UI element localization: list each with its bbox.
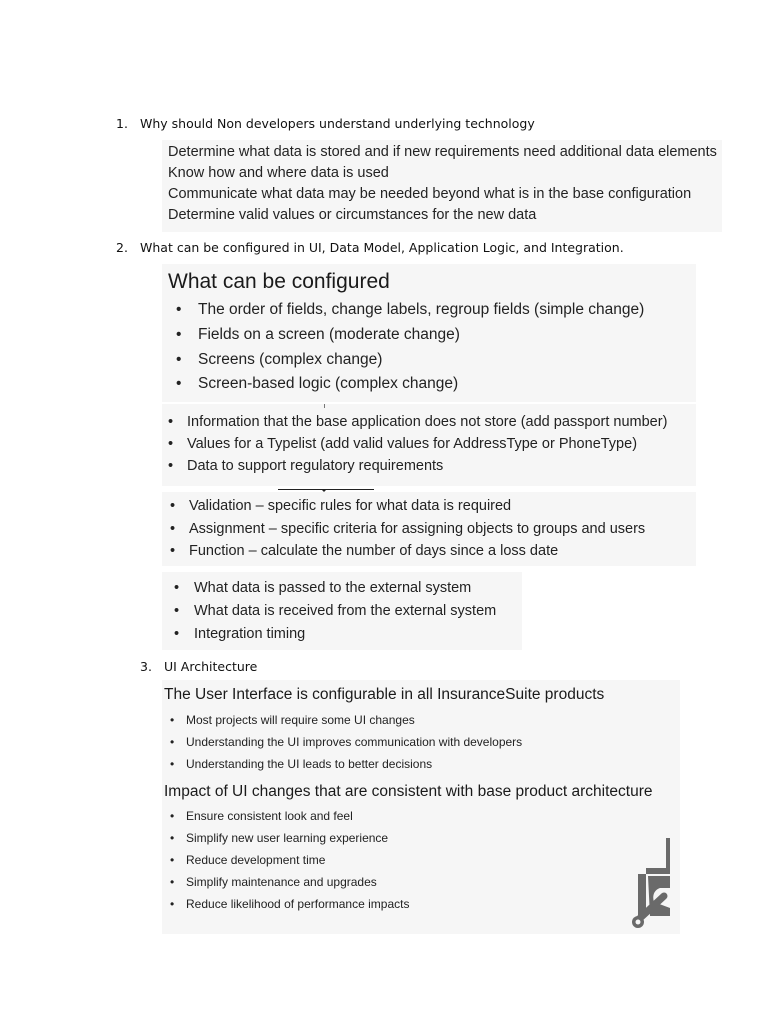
screenshot-ui-architecture bbox=[162, 680, 680, 934]
config-item-text: Screen-based logic (complex change) bbox=[198, 375, 459, 392]
logic-item-text: Validation – specific rules for what data is required bbox=[189, 498, 512, 514]
ui-impact-heading: Impact of UI changes that are consistent with base product architecture bbox=[164, 783, 653, 800]
ui-arch-item-text: Understanding the UI improves communication with developers bbox=[186, 735, 523, 749]
bullet: • bbox=[170, 735, 175, 749]
cursor-tick bbox=[324, 404, 325, 408]
section-title: UI Architecture bbox=[164, 659, 258, 674]
config-item-text: The order of fields, change labels, regroup fields (simple change) bbox=[198, 301, 645, 318]
data-model-item-text: Information that the base application does not store (add passport number) bbox=[187, 414, 668, 430]
data-model-item-text: Values for a Typelist (add valid values for AddressType or PhoneType) bbox=[187, 436, 638, 452]
screenshot-ui-config bbox=[162, 264, 696, 402]
section-title: Why should Non developers understand underlying technology bbox=[140, 116, 535, 131]
bullet: • bbox=[170, 757, 175, 771]
section-number: 1. bbox=[116, 116, 128, 131]
ui-arch-item-text: Most projects will require some UI changes bbox=[186, 713, 415, 727]
bullet: • bbox=[170, 853, 175, 867]
ui-impact-item-text: Simplify maintenance and upgrades bbox=[186, 875, 377, 889]
section-number: 3. bbox=[140, 659, 152, 674]
screenshot-app-logic bbox=[162, 492, 696, 566]
bullet: • bbox=[170, 713, 175, 727]
bullet: • bbox=[174, 626, 180, 642]
ui-arch-item-text: Understanding the UI leads to better decisions bbox=[186, 757, 433, 771]
screenshot-integration bbox=[162, 572, 522, 650]
ui-impact-item-text: Reduce likelihood of performance impacts bbox=[186, 897, 410, 911]
bullet: • bbox=[170, 809, 175, 823]
bullet: • bbox=[168, 436, 174, 452]
bullet: • bbox=[170, 897, 175, 911]
section-title: What can be configured in UI, Data Model, Application Logic, and Integration. bbox=[140, 240, 624, 255]
bullet: • bbox=[176, 326, 182, 343]
integration-item-text: What data is received from the external system bbox=[194, 603, 497, 619]
config-item-text: Screens (complex change) bbox=[198, 351, 383, 368]
bullet: • bbox=[168, 458, 174, 474]
bullet: • bbox=[176, 351, 182, 368]
integration-item-text: Integration timing bbox=[194, 626, 306, 642]
config-item-text: Fields on a screen (moderate change) bbox=[198, 326, 460, 343]
data-model-item-text: Data to support regulatory requirements bbox=[187, 458, 444, 474]
bullet: • bbox=[176, 301, 182, 318]
ui-arch-heading: The User Interface is configurable in all InsuranceSuite products bbox=[164, 686, 605, 703]
bullet: • bbox=[170, 831, 175, 845]
logic-item-text: Assignment – specific criteria for assigning objects to groups and users bbox=[189, 521, 646, 537]
bullet: • bbox=[170, 521, 176, 537]
bullet: • bbox=[174, 603, 180, 619]
bullet: • bbox=[174, 580, 180, 596]
integration-item-text: What data is passed to the external system bbox=[194, 580, 472, 596]
logic-item-text: Function – calculate the number of days since a loss date bbox=[189, 543, 559, 559]
ui-impact-item-text: Ensure consistent look and feel bbox=[186, 809, 353, 823]
bullet: • bbox=[170, 543, 176, 559]
ui-impact-item-text: Simplify new user learning experience bbox=[186, 831, 389, 845]
reason-line: Communicate what data may be needed beyond what is in the base configuration bbox=[168, 186, 692, 202]
reason-line: Determine what data is stored and if new requirements need additional data elements bbox=[168, 144, 717, 160]
bullet: • bbox=[168, 414, 174, 430]
config-heading: What can be configured bbox=[168, 270, 390, 293]
screenshot-data-model bbox=[162, 404, 696, 486]
bullet: • bbox=[176, 375, 182, 392]
bullet: • bbox=[170, 875, 175, 889]
bullet: • bbox=[170, 498, 176, 514]
section-number: 2. bbox=[116, 240, 128, 255]
reason-line: Determine valid values or circumstances for the new data bbox=[168, 207, 537, 223]
screenshot-data-reasons bbox=[162, 140, 722, 232]
wrench-config-icon bbox=[630, 834, 674, 930]
reason-line: Know how and where data is used bbox=[168, 165, 389, 181]
ui-impact-item-text: Reduce development time bbox=[186, 853, 326, 867]
